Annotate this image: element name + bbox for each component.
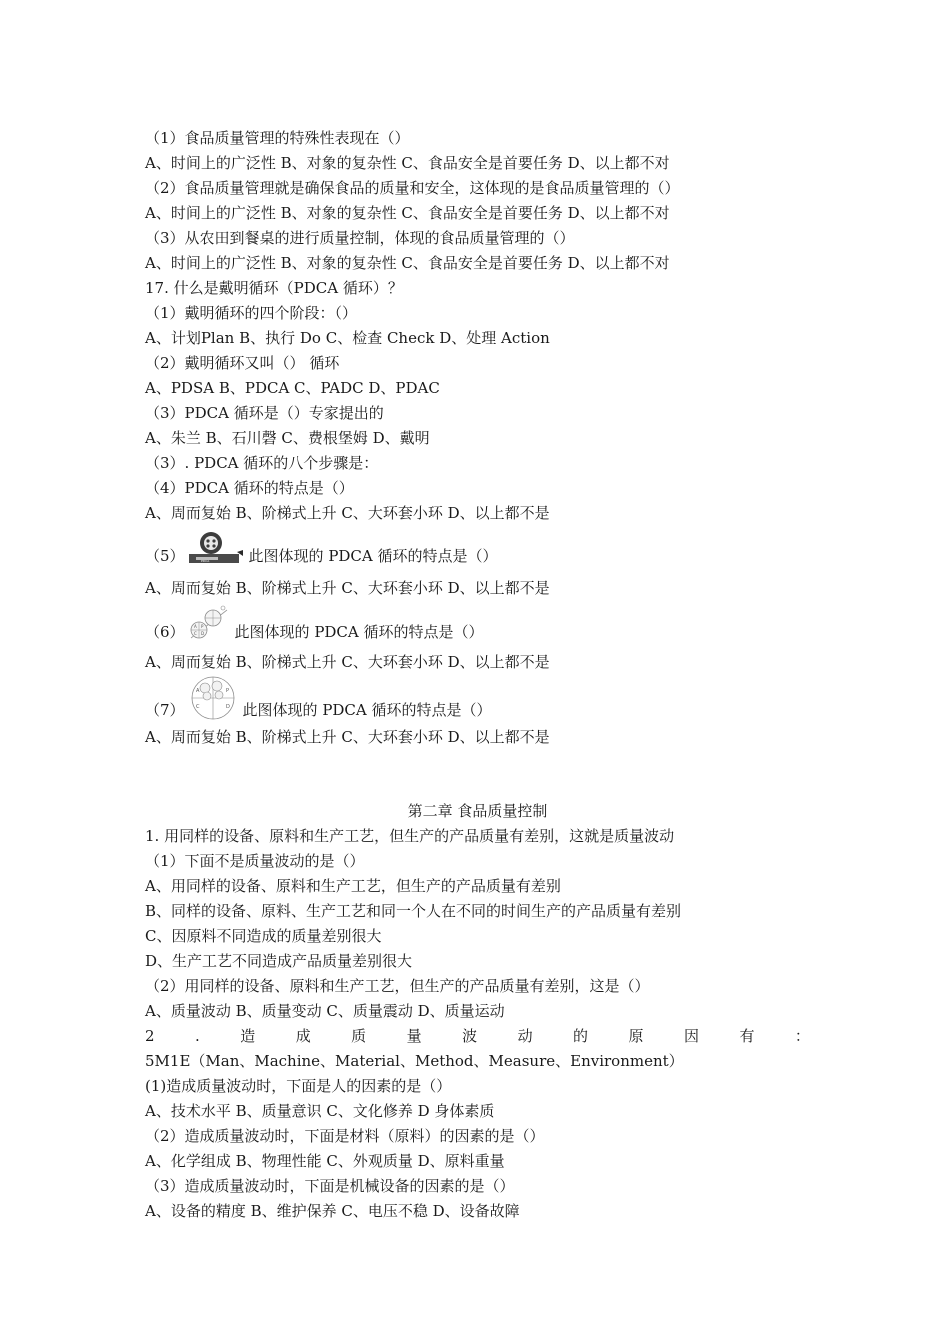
fig6-label-a: A bbox=[193, 624, 197, 629]
chapter-title: 第二章 食品质量控制 bbox=[407, 802, 548, 820]
fig7-label-c: C bbox=[195, 704, 200, 710]
q2-char: . bbox=[195, 1027, 200, 1045]
chapter2-question-1-1: （1）下面不是质量波动的是（） bbox=[145, 852, 365, 870]
q2-char: 质 bbox=[351, 1027, 367, 1045]
options-17-7: A、周而复始 B、阶梯式上升 C、大环套小环 D、以上都不是 bbox=[145, 728, 550, 746]
q2-char: 波 bbox=[462, 1027, 478, 1045]
q2-char: 的 bbox=[573, 1027, 589, 1045]
question-17-1: （1）戴明循环的四个阶段：（） bbox=[145, 304, 358, 322]
fig6-label-c: C bbox=[193, 631, 197, 636]
options-1: A、时间上的广泛性 B、对象的复杂性 C、食品安全是首要任务 D、以上都不对 bbox=[145, 154, 670, 172]
question-1: （1）食品质量管理的特殊性表现在（） bbox=[145, 129, 410, 147]
pdca-wheel-figure bbox=[187, 530, 245, 566]
question-17-6-text: 此图体现的 PDCA 循环的特点是（） bbox=[234, 623, 484, 641]
question-17-5 bbox=[145, 530, 810, 566]
question-2: （2）食品质量管理就是确保食品的质量和安全，这体现的是食品质量管理的（） bbox=[145, 179, 680, 197]
question-17-4: （4）PDCA 循环的特点是（） bbox=[145, 479, 354, 497]
question-17-6 bbox=[145, 600, 810, 642]
q2-char: 有 bbox=[739, 1027, 755, 1045]
q2-char: 造 bbox=[240, 1027, 256, 1045]
q2-char: 原 bbox=[628, 1027, 644, 1045]
chapter2-options-2-2: A、化学组成 B、物理性能 C、外观质量 D、原料重量 bbox=[145, 1152, 505, 1170]
fig7-label-p: P bbox=[225, 688, 229, 694]
pdca-nested-figure bbox=[187, 676, 239, 720]
question-17-6-number: （6） bbox=[145, 623, 185, 641]
chapter2-option-1-1-a: A、用同样的设备、原料和生产工艺，但生产的产品质量有差别 bbox=[145, 877, 561, 895]
q2-char: 成 bbox=[295, 1027, 311, 1045]
pdca-wheel-label: PDCA bbox=[200, 559, 209, 563]
options-17-2: A、PDSA B、PDCA C、PADC D、PDAC bbox=[145, 379, 440, 397]
q2-char: 因 bbox=[683, 1027, 699, 1045]
chapter2-options-1-2: A、质量波动 B、质量变动 C、质量震动 D、质量运动 bbox=[145, 1002, 505, 1020]
options-17-4: A、周而复始 B、阶梯式上升 C、大环套小环 D、以上都不是 bbox=[145, 504, 550, 522]
q2-char: 2 bbox=[145, 1027, 155, 1045]
options-17-1: A、计划Plan B、执行 Do C、检查 Check D、处理 Action bbox=[145, 329, 550, 347]
question-17-5-text: 此图体现的 PDCA 循环的特点是（） bbox=[248, 547, 498, 565]
chapter2-option-1-1-b: B、同样的设备、原料、生产工艺和同一个人在不同的时间生产的产品质量有差别 bbox=[145, 902, 682, 920]
chapter2-question-2-2: （2）造成质量波动时，下面是材料（原料）的因素的是（） bbox=[145, 1127, 545, 1145]
fig7-label-d: D bbox=[225, 704, 230, 710]
chapter2-question-2-3: （3）造成质量波动时，下面是机械设备的因素的是（） bbox=[145, 1177, 515, 1195]
chapter2-question-2-1: (1)造成质量波动时，下面是人的因素的是（） bbox=[145, 1077, 452, 1095]
question-17-3: （3）PDCA 循环是（）专家提出的 bbox=[145, 404, 384, 422]
chapter2-question-1-2: （2）用同样的设备、原料和生产工艺，但生产的产品质量有差别，这是（） bbox=[145, 977, 650, 995]
chapter2-option-1-1-d: D、生产工艺不同造成产品质量差别很大 bbox=[145, 952, 413, 970]
options-3: A、时间上的广泛性 B、对象的复杂性 C、食品安全是首要任务 D、以上都不对 bbox=[145, 254, 670, 272]
q2-char: ： bbox=[794, 1027, 810, 1045]
chapter2-question-1: 1. 用同样的设备、原料和生产工艺，但生产的产品质量有差别，这就是质量波动 bbox=[145, 827, 675, 845]
chapter2-options-2-1: A、技术水平 B、质量意识 C、文化修养 D 身体素质 bbox=[145, 1102, 495, 1120]
options-17-6: A、周而复始 B、阶梯式上升 C、大环套小环 D、以上都不是 bbox=[145, 653, 550, 671]
q2-char: 量 bbox=[406, 1027, 422, 1045]
chapter2-question-2-cont: 5M1E（Man、Machine、Material、Method、Measure、Environment） bbox=[145, 1052, 684, 1070]
fig6-label-p: P bbox=[200, 624, 203, 629]
question-17-7 bbox=[145, 676, 810, 720]
question-17-7-text: 此图体现的 PDCA 循环的特点是（） bbox=[242, 701, 492, 719]
chapter2-option-1-1-c: C、因原料不同造成的质量差别很大 bbox=[145, 927, 382, 945]
fig6-label-d: D bbox=[200, 631, 204, 636]
pdca-stair-figure bbox=[187, 602, 231, 642]
options-2: A、时间上的广泛性 B、对象的复杂性 C、食品安全是首要任务 D、以上都不对 bbox=[145, 204, 670, 222]
question-17-2: （2）戴明循环又叫（） 循环 bbox=[145, 354, 340, 372]
question-17-5-number: （5） bbox=[145, 547, 185, 565]
question-17-7-number: （7） bbox=[145, 701, 185, 719]
options-17-3: A、朱兰 B、石川磬 C、费根堡姆 D、戴明 bbox=[145, 429, 430, 447]
options-17-5: A、周而复始 B、阶梯式上升 C、大环套小环 D、以上都不是 bbox=[145, 579, 550, 597]
fig7-label-a: A bbox=[195, 688, 199, 694]
question-17-3b: （3）. PDCA 循环的八个步骤是： bbox=[145, 454, 379, 472]
chapter2-options-2-3: A、设备的精度 B、维护保养 C、电压不稳 D、设备故障 bbox=[145, 1202, 520, 1220]
question-3: （3）从农田到餐桌的进行质量控制，体现的食品质量管理的（） bbox=[145, 229, 575, 247]
q2-char: 动 bbox=[517, 1027, 533, 1045]
chapter2-question-2 bbox=[145, 1026, 810, 1046]
question-17: 17. 什么是戴明循环（PDCA 循环）？ bbox=[145, 279, 403, 297]
